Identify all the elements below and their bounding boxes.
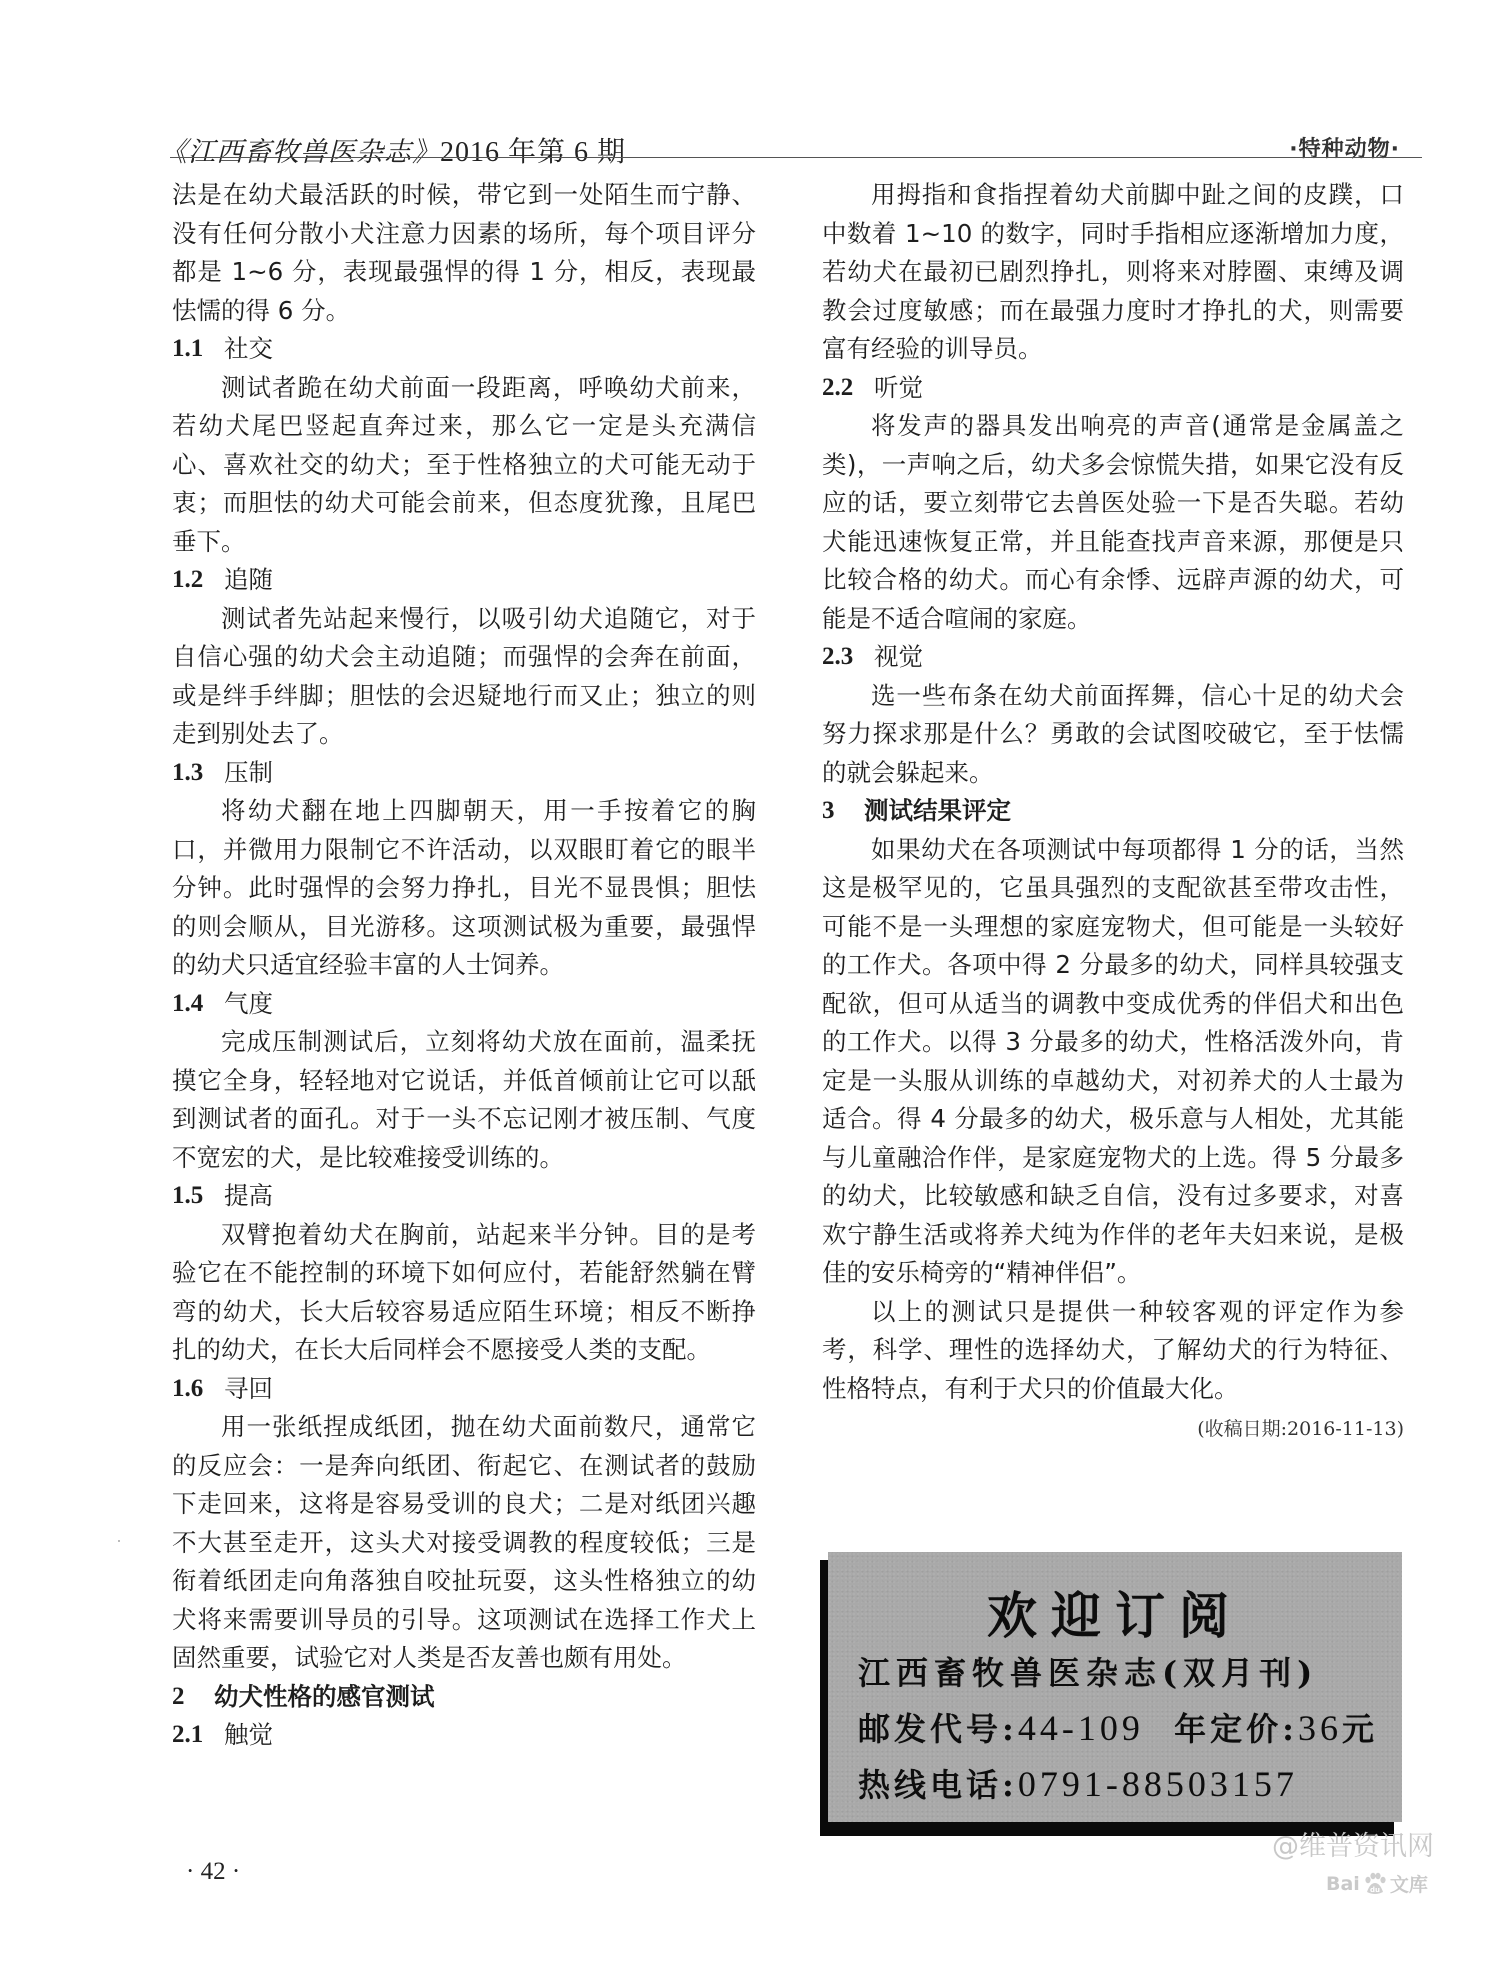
issue-label: 2016 年第 6 期: [440, 137, 627, 168]
page-number: · 42 ·: [186, 1858, 241, 1885]
section-heading-2-3: [822, 638, 1404, 677]
section-title: 听觉: [874, 372, 923, 402]
svg-text:du: du: [1369, 1885, 1380, 1894]
running-header-journal: [160, 130, 626, 170]
baidu-wenku-watermark: [1326, 1870, 1428, 1897]
section-number: 1.6: [172, 1374, 204, 1402]
left-column: [172, 176, 756, 1755]
section-label: ·特种动物·: [1289, 137, 1400, 162]
section-title: 气度: [224, 988, 273, 1018]
section-title: 寻回: [224, 1373, 273, 1403]
section-body-1-3: 将幼犬翻在地上四脚朝天，用一手按着它的胸口，并微用力限制它不许活动，以双眼盯着它的眼半分钟。此时强悍的会努力挣扎，目光不显畏惧；胆怯的则会顺从，目光游移。这项测试极为重要，最强悍的幼犬只适宜经验丰富的人士饲养。: [172, 796, 756, 979]
result-paragraph-2: 以上的测试只是提供一种较客观的评定作为参考，科学、理性的选择幼犬，了解幼犬的行为特征、性格特点，有利于犬只的价值最大化。: [822, 1296, 1404, 1403]
promo-phone-line: [858, 1760, 1298, 1806]
section-title: 社交: [224, 334, 273, 363]
phone-number: 0791-88503157: [1017, 1764, 1298, 1804]
section-body-2-2: 将发声的器具发出响亮的声音(通常是金属盖之类)，一声响之后，幼犬多会惊慌失措，如果它没有反应的话，要立刻带它去兽医处验一下是否失聪。若幼犬能迅速恢复正常，并且能查找声音来源，那便是只比较合格的幼犬。而心有余悸、远辟声源的幼犬，可能是不适合喧闹的家庭。: [822, 411, 1404, 633]
section-heading-2-1: [172, 1716, 756, 1755]
header-divider: [170, 157, 1422, 158]
section-title: 触觉: [224, 1720, 273, 1749]
section-body-2-3: 选一些布条在幼犬前面挥舞，信心十足的幼犬会努力探求那是什么？勇敢的会试图咬破它，至于怯懦的就会躲起来。: [822, 680, 1404, 787]
section-heading-2: [172, 1678, 756, 1717]
phone-label: 热线电话:: [858, 1766, 1018, 1804]
section-heading-1-5: [172, 1177, 756, 1216]
section-body-1-2: 测试者先站起来慢行，以吸引幼犬追随它，对于自信心强的幼犬会主动追随；而强悍的会奔在前面，或是绊手绊脚；胆怯的会迟疑地行而又止；独立的则走到别处去了。: [172, 603, 756, 748]
scan-speck: [118, 1540, 120, 1542]
subscription-promo-box: [828, 1552, 1402, 1822]
baidu-wenku-text: 文库: [1389, 1874, 1428, 1896]
section-heading-3: [822, 792, 1404, 831]
section-heading-1-6: [172, 1370, 756, 1409]
section-title: 提高: [224, 1181, 273, 1210]
section-title: 压制: [224, 757, 273, 787]
section-title: 追随: [224, 565, 273, 594]
section-title: 视觉: [874, 642, 923, 671]
promo-postal-line: [858, 1704, 1378, 1750]
section-heading-1-3: [172, 754, 756, 793]
section-number: 2.3: [822, 643, 854, 670]
section-number: 2.2: [822, 373, 854, 401]
section-body-1-1: 测试者跪在幼犬前面一段距离，呼唤幼犬前来，若幼犬尾巴竖起直奔过来，那么它一定是头充满信心、喜欢社交的幼犬；至于性格独立的犬可能无动于衷；而胆怯的幼犬可能会前来，但态度犹豫，且尾巴垂下。: [172, 372, 756, 556]
site-watermark: @维普资讯网: [1272, 1831, 1434, 1862]
section-heading-2-2: [822, 369, 1404, 408]
section-title: 测试结果评定: [864, 796, 1011, 825]
postal-label: 邮发代号:: [858, 1710, 1018, 1748]
section-number: 1.5: [172, 1182, 204, 1209]
price-unit: 元: [1341, 1710, 1378, 1748]
section-number: 2: [172, 1682, 185, 1710]
intro-paragraph: 法是在幼犬最活跃的时候，带它到一处陌生而宁静、没有任何分散小犬注意力因素的场所，每个项目评分都是 1~6 分，表现最强悍的得 1 分，相反，表现最怯懦的得 6 分。: [172, 180, 756, 325]
section-number: 3: [822, 797, 835, 824]
section-number: 2.1: [172, 1721, 204, 1748]
price-label: 年定价:: [1174, 1710, 1298, 1748]
received-date: (收稿日期:2016-11-13): [1197, 1418, 1404, 1440]
price-value: 36: [1297, 1708, 1342, 1748]
postal-code: 44-109: [1017, 1708, 1144, 1748]
section-heading-1-4: [172, 985, 756, 1024]
baidu-text: Bai: [1326, 1872, 1360, 1895]
right-column: [822, 176, 1404, 1449]
section-number: 1.1: [172, 335, 204, 362]
baidu-paw-icon: [1362, 1872, 1388, 1896]
promo-journal-name: 江西畜牧兽医杂志(双月刊): [858, 1654, 1319, 1692]
promo-title: 欢迎订阅: [987, 1587, 1243, 1645]
result-paragraph-1: 如果幼犬在各项测试中每项都得 1 分的话，当然这是极罕见的，它虽具强烈的支配欲甚至带攻击性，可能不是一头理想的家庭宠物犬，但可能是一头较好的工作犬。各项中得 2 分最多的幼犬，同样具较强支配欲，但可从适当的调教中变成优秀的伴侣犬和出色的工作犬。以得 3 分最多的幼犬，性格活泼外向，肯定是一头服从训练的卓越幼犬，对初养犬的人士最为适合。得 4 分最多的幼犬，极乐意与人相处，尤其能与儿童融洽作伴，是家庭宠物犬的上选。得 5 分最多的幼犬，比较敏感和缺乏自信，没有过多要求，对喜欢宁静生活或将养犬纯为作伴的老年夫妇来说，是极佳的安乐椅旁的“精神伴侣”。: [822, 834, 1404, 1287]
section-heading-1-2: [172, 561, 756, 600]
section-number: 1.3: [172, 758, 204, 786]
section-body-2-1: 用拇指和食指捏着幼犬前脚中趾之间的皮蹼，口中数着 1~10 的数字，同时手指相应逐渐增加力度，若幼犬在最初已剧烈挣扎，则将来对脖圈、束缚及调教会过度敏感；而在最强力度时才挣扎的犬，则需要富有经验的训导员。: [822, 180, 1404, 363]
section-heading-1-1: [172, 330, 756, 369]
section-body-1-4: 完成压制测试后，立刻将幼犬放在面前，温柔抚摸它全身，轻轻地对它说话，并低首倾前让它可以舐到测试者的面孔。对于一头不忘记刚才被压制、气度不宽宏的犬，是比较难接受训练的。: [172, 1027, 756, 1172]
section-number: 1.4: [172, 989, 204, 1017]
section-number: 1.2: [172, 566, 204, 593]
section-title: 幼犬性格的感官测试: [214, 1681, 435, 1711]
section-body-1-5: 双臂抱着幼犬在胸前，站起来半分钟。目的是考验它在不能控制的环境下如何应付，若能舒然躺在臂弯的幼犬，长大后较容易适应陌生环境；相反不断挣扎的幼犬，在长大后同样会不愿接受人类的支配。: [172, 1219, 756, 1364]
section-body-1-6: 用一张纸捏成纸团，抛在幼犬面前数尺，通常它的反应会：一是奔向纸团、衔起它、在测试者的鼓励下走回来，这将是容易受训的良犬；二是对纸团兴趣不大甚至走开，这头犬对接受调教的程度较低；三是衔着纸团走向角落独自咬扯玩耍，这头性格独立的幼犬将来需要训导员的引导。这项测试在选择工作犬上固然重要，试验它对人类是否友善也颇有用处。: [172, 1412, 756, 1672]
journal-title: 《江西畜牧兽医杂志》: [160, 137, 440, 168]
